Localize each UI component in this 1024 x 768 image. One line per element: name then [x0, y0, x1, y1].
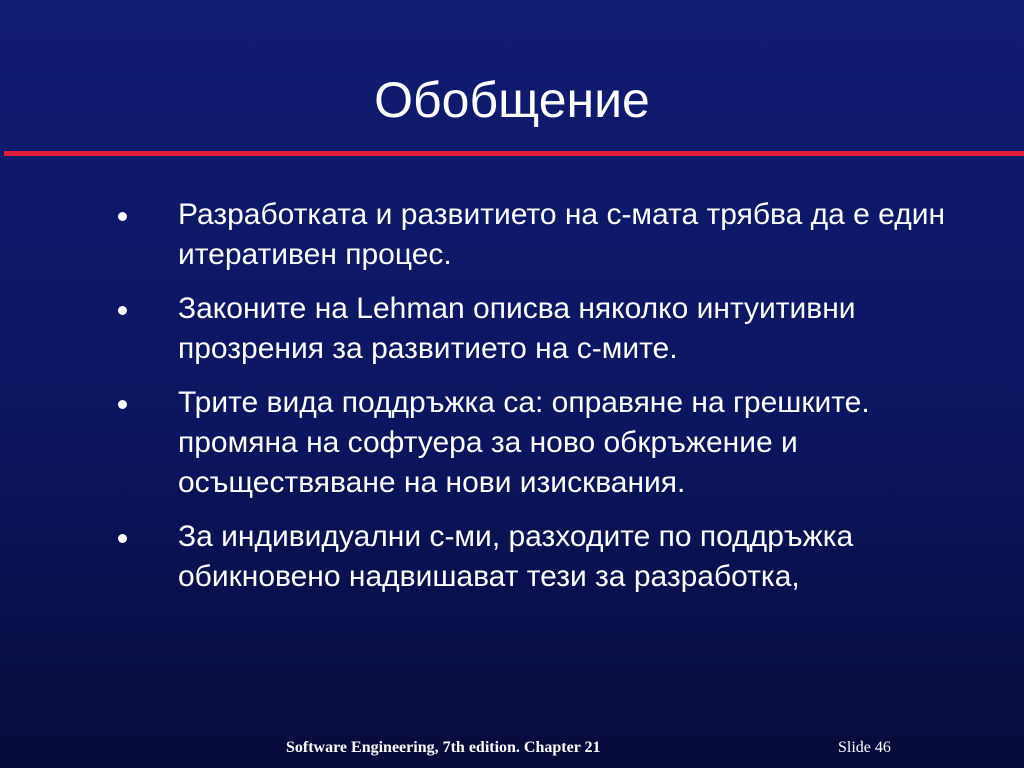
bullet-dot-icon: [118, 534, 127, 543]
bullet-dot-icon: [118, 306, 127, 315]
bullet-item: [118, 517, 978, 597]
bullet-item: [118, 195, 978, 275]
bullet-text: Разработката и развитието на с-мата трябва да е един итеративен процес.: [178, 198, 946, 271]
bullet-text: Трите вида поддръжка са: оправяне на грешките. промяна на софтуера за ново обкръжение и осъществяване на нови изисквания.: [178, 386, 870, 499]
bullet-dot-icon: [118, 212, 127, 221]
bullet-item: [118, 289, 978, 369]
bullet-dot-icon: [118, 400, 127, 409]
footer-text: Software Engineering, 7th edition. Chapter 21: [286, 739, 601, 756]
bullet-item: [118, 383, 978, 503]
bullet-text: Законите на Lehman описва няколко интуитивни прозрения за развитието на с-мите.: [178, 292, 856, 365]
title-divider: [4, 151, 1024, 156]
slide-number: Slide 46: [838, 739, 891, 756]
bullet-text: За индивидуални с-ми, разходите по поддръжка обикновено надвишават тези за разработка,: [178, 520, 854, 593]
bullet-list: [118, 195, 978, 611]
slide-title: Обобщение: [374, 72, 650, 128]
